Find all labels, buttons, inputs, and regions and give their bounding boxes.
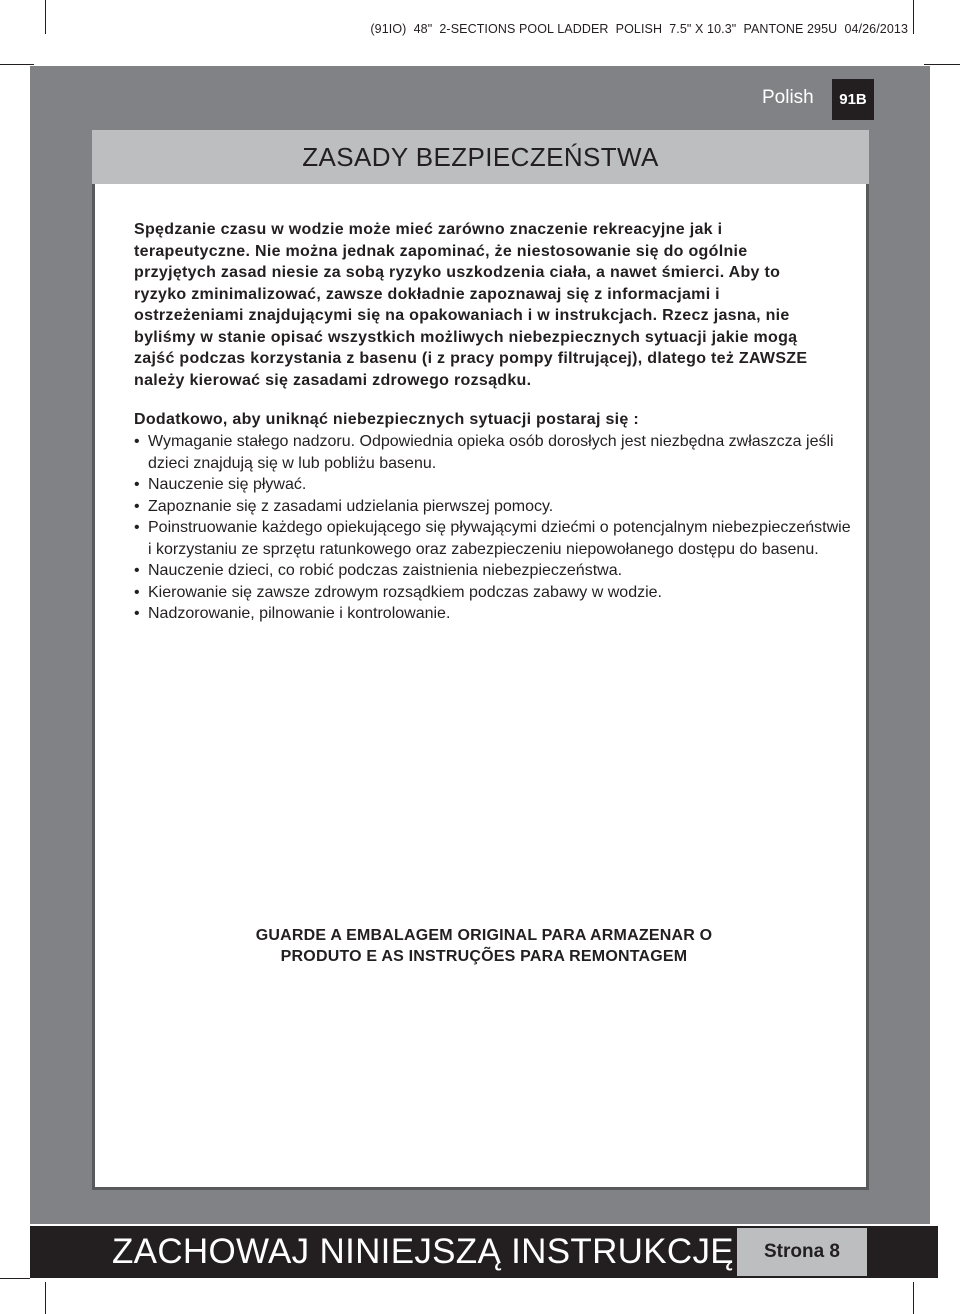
packaging-notice xyxy=(134,925,834,967)
crop-mark-top-right-h xyxy=(924,64,960,65)
crop-mark-bottom-left-v xyxy=(45,1282,46,1314)
print-header: (91IO) 48" 2-SECTIONS POOL LADDER POLISH 7.5" X 10.3" PANTONE 295U 04/26/2013 xyxy=(370,22,908,36)
page-number: Strona 8 xyxy=(737,1228,867,1276)
list-item: • Nadzorowanie, pilnowanie i kontrolowanie. xyxy=(134,603,854,625)
list-item: • Wymaganie stałego nadzoru. Odpowiednia opieka osób dorosłych jest niezbędna zwłaszcza jeśli dzieci znajdują się w lub pobliżu basenu. xyxy=(134,431,854,474)
list-item: • Kierowanie się zawsze zdrowym rozsądkiem podczas zabawy w wodzie. xyxy=(134,582,854,604)
crop-mark-top-left-h xyxy=(0,64,34,65)
list-item: • Poinstruowanie każdego opiekującego się pływającymi dziećmi o potencjalnym niebezpieczeństwie i korzystaniu ze sprzętu ratunkowego oraz zabezpieczeniu niepowołanego dostępu do basenu. xyxy=(134,517,854,560)
list-item: • Zapoznanie się z zasadami udzielania pierwszej pomocy. xyxy=(134,496,854,518)
bullet-lead: Dodatkowo, aby uniknąć niebezpiecznych sytuacji postaraj się : xyxy=(134,411,639,428)
crop-mark-top-right-v xyxy=(913,0,914,34)
list-item: • Nauczenie się pływać. xyxy=(134,474,854,496)
crop-mark-top-left-v xyxy=(45,0,46,34)
crop-mark-bottom-right-v xyxy=(913,1282,914,1314)
page-title: ZASADY BEZPIECZEŃSTWA xyxy=(302,142,659,172)
intro-paragraph: Spędzanie czasu w wodzie może mieć zarówno znaczenie rekreacyjne jak i terapeutyczne. Nie można jednak zapominać, że niestosowanie się do ogólnie przyjętych zasad niesie za sobą ryzyko uszkodzenia ciała, a nawet śmierci. Aby to ryzyko zminimalizować, zawsze dokładnie zapoznawaj się z informacjami i ostrzeżeniami znajdującymi się na opakowaniach i w instrukcjach. Rzecz jasna, nie byliśmy w stanie opisać wszystkich możliwych niebezpiecznych sytuacji jakie mogą zajść podczas korzystania z basenu (i z pracy pompy filtrującej), dlatego też ZAWSZE należy kierować się zasadami zdrowego rozsądku. xyxy=(134,221,808,389)
crop-mark-bottom-left-h xyxy=(0,1278,30,1279)
language-label: Polish xyxy=(762,87,814,108)
page-code-badge: 91B xyxy=(832,79,874,120)
safety-list xyxy=(134,431,854,625)
notice-line-1: GUARDE A EMBALAGEM ORIGINAL PARA ARMAZENAR O xyxy=(255,927,713,944)
notice-line-2: PRODUTO E AS INSTRUÇÕES PARA REMONTAGEM xyxy=(280,948,688,965)
footer-title: ZACHOWAJ NINIEJSZĄ INSTRUKCJĘ xyxy=(112,1232,734,1271)
list-item: • Nauczenie dzieci, co robić podczas zaistnienia niebezpieczeństwa. xyxy=(134,560,854,582)
